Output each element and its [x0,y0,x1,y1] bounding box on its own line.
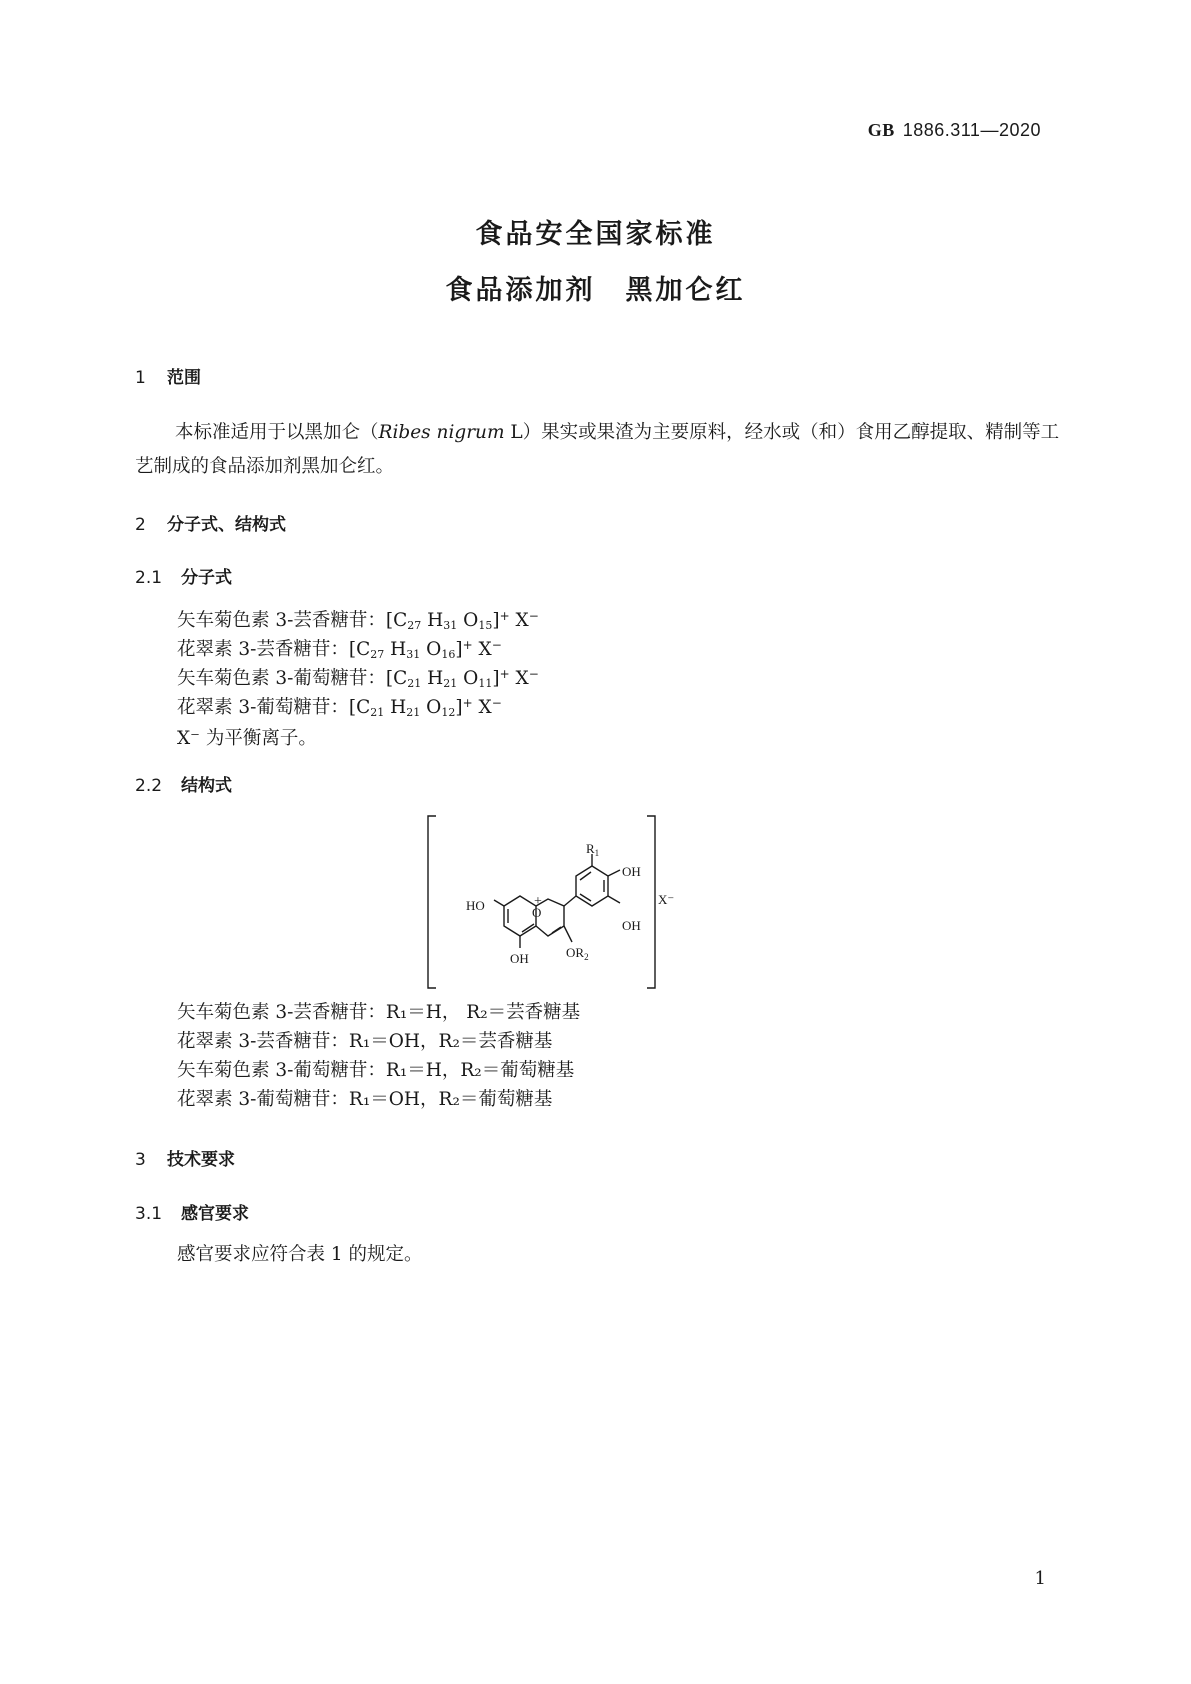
oh-label-top: OH [622,864,641,879]
positive-charge: + [534,894,542,909]
ho-label: HO [466,898,485,913]
r1-subscript: 1 [594,848,600,858]
left-bracket [428,816,436,988]
carbon-count: 27 [370,648,385,661]
section-1-heading [135,363,201,388]
compound-name: 矢车菊色素 3-芸香糖苷： [177,610,386,631]
section-title: 结构式 [181,776,232,796]
substituent-line: 矢车菊色素 3-葡萄糖苷：R₁＝H，R₂＝葡萄糖基 [177,1060,575,1081]
section-number: 3.1 [135,1204,163,1224]
hydrogen-count: 21 [443,677,458,690]
oxygen-count: 15 [478,619,493,632]
substituent-line: 矢车菊色素 3-芸香糖苷：R₁＝H， R₂＝芸香糖基 [177,1002,581,1023]
svg-text:R1 [586,841,599,858]
carbon-count: 21 [407,677,422,690]
oxygen-count: 11 [478,677,493,690]
right-bracket [647,816,655,988]
or2-label: OR [566,945,585,960]
scope-text-1: 本标准适用于以黑加仑（ [175,422,379,443]
section-number: 2.1 [135,568,163,588]
section-2-2-heading [135,771,232,796]
hydrogen-count: 21 [406,706,421,719]
section-number: 2 [135,515,146,535]
page-number: 1 [1034,1568,1046,1589]
section-title: 技术要求 [167,1150,235,1170]
oh-label-right: OH [622,918,641,933]
oxygen-label: O [532,905,542,920]
oh-label-bottom: OH [510,951,529,966]
substituent-line: 花翠素 3-葡萄糖苷：R₁＝OH，R₂＝葡萄糖基 [177,1089,553,1110]
standard-code [868,120,1041,141]
structural-formula [420,810,690,995]
compound-name: 矢车菊色素 3-葡萄糖苷： [177,668,386,689]
section-title: 分子式 [181,568,232,588]
section-number: 1 [135,368,146,388]
standard-code-prefix: GB [867,120,895,140]
r1-label: R [586,841,595,856]
section-3-1-heading [135,1199,249,1224]
formula-line: 花翠素 3-葡萄糖苷：[$C_{21}$ $H_{21}$ $O_{12}]^+$ X− [177,696,502,719]
section-title: 感官要求 [181,1204,249,1224]
substituent-line: 花翠素 3-芸香糖苷：R₁＝OH，R₂＝芸香糖基 [177,1031,553,1052]
counter-ion-label: X⁻ [658,892,675,907]
formula-line: 矢车菊色素 3-芸香糖苷：[$C_{27}$ $H_{31}$ $O_{15}]^+$ X− [177,609,539,632]
document-subtitle: 食品添加剂 黑加仑红 [445,275,746,306]
hydrogen-count: 31 [443,619,458,632]
ring-b [576,866,608,906]
counter-ion-note: X⁻ 为平衡离子。 [177,728,317,749]
r2-subscript: 2 [584,952,589,962]
oxygen-count: 12 [441,706,456,719]
formula-line: 矢车菊色素 3-葡萄糖苷：[$C_{21}$ $H_{21}$ $O_{11}]^+$ X− [177,667,539,690]
section-number: 2.2 [135,776,163,796]
sensory-requirement-text: 感官要求应符合表 1 的规定。 [177,1244,423,1265]
carbon-count: 27 [407,619,422,632]
carbon-count: 21 [370,706,385,719]
scope-text-2: L）果实或果渣为主要原料，经水或（和）食用乙醇提取、精制等工艺制成的食品添加剂黑加仑红。 [135,422,1060,477]
compound-name: 花翠素 3-葡萄糖苷： [177,697,349,718]
svg-text:OR2 [566,945,589,962]
section-2-1-heading [135,563,232,588]
formula-line: 花翠素 3-芸香糖苷：[$C_{27}$ $H_{31}$ $O_{16}]^+$ X− [177,638,502,661]
section-number: 3 [135,1150,146,1170]
document-title: 食品安全国家标准 [475,219,716,250]
scope-paragraph [135,416,1060,484]
standard-code-number: 1886.311—2020 [902,120,1041,140]
compound-name: 花翠素 3-芸香糖苷： [177,639,349,660]
hydrogen-count: 31 [406,648,421,661]
species-name: Ribes nigrum [378,422,505,443]
section-2-heading [135,510,286,535]
section-title: 范围 [167,368,201,388]
section-3-heading [135,1145,235,1170]
section-title: 分子式、结构式 [167,515,286,535]
oxygen-count: 16 [441,648,456,661]
